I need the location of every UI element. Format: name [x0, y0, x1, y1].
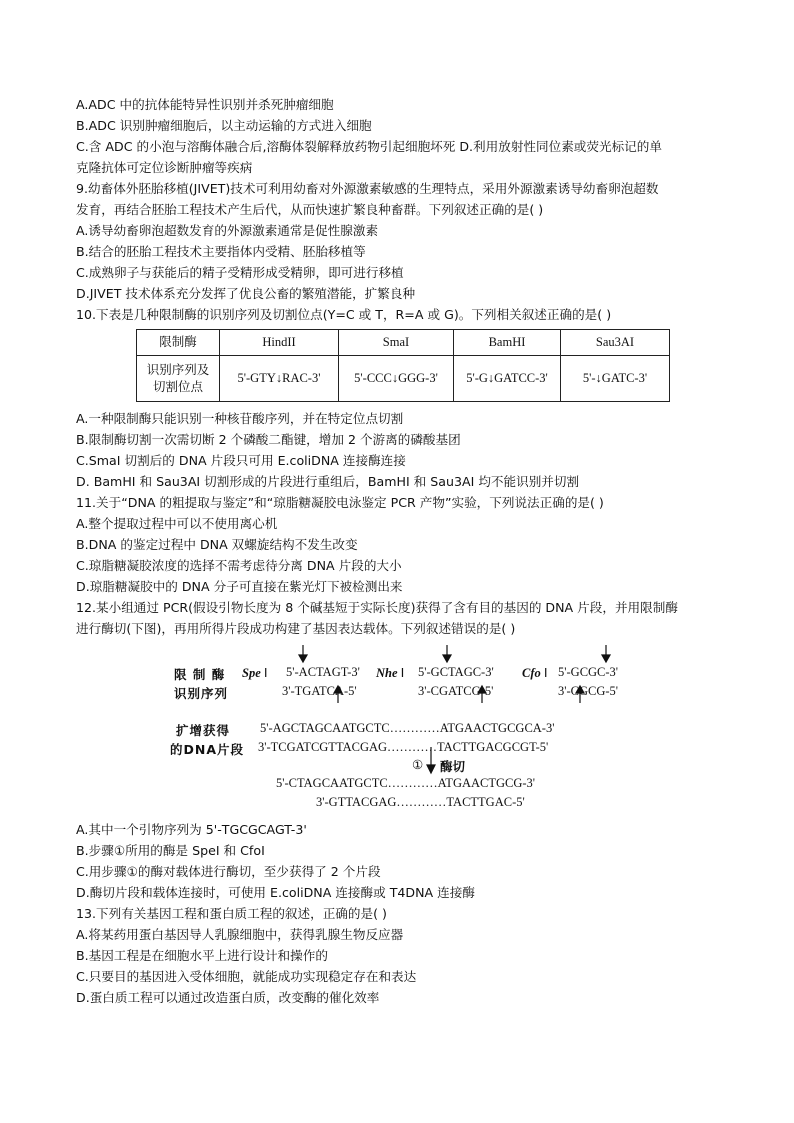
question-block-mid: [76, 408, 736, 639]
table-cell: 5'-↓GATC-3': [561, 356, 670, 402]
spei-bottom-strand: 3'-TGATCA-5': [282, 684, 357, 698]
option-line: 克隆抗体可定位诊断肿瘤等疾病: [76, 160, 253, 175]
cfoi-numeral: Ⅰ: [543, 666, 548, 680]
option-line: A.ADC 中的抗体能特异性识别并杀死肿瘤细胞: [76, 97, 334, 112]
option-line: D.琼脂糖凝胶中的 DNA 分子可直接在紫光灯下被检测出来: [76, 579, 403, 594]
exam-page: [76, 94, 736, 1008]
figure-label-enzyme: 限 制 酶: [174, 667, 226, 682]
digested-bottom-strand: 3'-GTTACGAG…………TACTTGAC-5': [316, 795, 525, 809]
figure-label-fragment: 的DNA片段: [170, 742, 245, 757]
table-header-cell: HindII: [220, 330, 339, 356]
option-line: D. BamHI 和 Sau3AI 切割形成的片段进行重组后，BamHI 和 Sau3AI 均不能识别并切割: [76, 474, 580, 489]
option-line: C.用步骤①的酶对载体进行酶切，至少获得了 2 个片段: [76, 864, 381, 879]
figure-label-amplified: 扩增获得: [176, 723, 231, 738]
cfoi-top-strand: 5'-GCGC-3': [558, 665, 619, 679]
nhei-bottom-strand: 3'-CGATCG-5': [418, 684, 494, 698]
option-line: A.一种限制酶只能识别一种核苷酸序列，并在特定位点切割: [76, 411, 404, 426]
option-line: C.琼脂糖凝胶浓度的选择不需考虑待分离 DNA 片段的大小: [76, 558, 402, 573]
cut-arrow-head: [602, 655, 610, 662]
table-header-cell: Sau3AI: [561, 330, 670, 356]
option-line: C.SmaI 切割后的 DNA 片段只可用 E.coliDNA 连接酶连接: [76, 453, 406, 468]
enzyme-table: [136, 329, 670, 402]
option-line: A.其中一个引物序列为 5'-TGCGCAGT-3': [76, 822, 307, 837]
spei-numeral: Ⅰ: [263, 666, 268, 680]
table-cell: 5'-G↓GATCC-3': [454, 356, 561, 402]
question-9-stem: 发育，再结合胚胎工程技术产生后代，从而快速扩繁良种畜群。下列叙述正确的是( ): [76, 202, 544, 217]
amplified-top-strand: 5'-AGCTAGCAATGCTC…………ATGAACTGCGCA-3': [260, 721, 555, 735]
table-cell: 5'-CCC↓GGG-3': [339, 356, 454, 402]
spei-label: [242, 665, 268, 681]
option-line: D.酶切片段和载体连接时，可使用 E.coliDNA 连接酶或 T4DNA 连接酶: [76, 885, 475, 900]
option-line: B.步骤①所用的酶是 SpeI 和 CfoI: [76, 843, 265, 858]
option-line: B.DNA 的鉴定过程中 DNA 双螺旋结构不发生改变: [76, 537, 358, 552]
cut-arrow-head: [299, 655, 307, 662]
cfoi-bottom-strand: 3'-CGCG-5': [558, 684, 619, 698]
option-line: C.含 ADC 的小泡与溶酶体融合后,溶酶体裂解释放药物引起细胞坏死 D.利用放射性同位素或荧光标记的单: [76, 139, 662, 154]
table-row-label: 识别序列及切割位点: [137, 356, 220, 402]
question-10-stem: 10.下表是几种限制酶的识别序列及切割位点(Y=C 或 T，R=A 或 G)。下列相关叙述正确的是( ): [76, 307, 612, 322]
nhei-numeral: Ⅰ: [400, 666, 405, 680]
nhei-label: [376, 665, 404, 681]
option-line: D.JIVET 技术体系充分发挥了优良公畜的繁殖潜能，扩繁良种: [76, 286, 416, 301]
question-9-stem: 9.幼畜体外胚胎移植(JIVET)技术可利用幼畜对外源激素敏感的生理特点，采用外源激素诱导幼畜卵泡超数: [76, 181, 659, 196]
table-header-cell: 限制酶: [137, 330, 220, 356]
option-line: A.将某药用蛋白基因导人乳腺细胞中，获得乳腺生物反应器: [76, 927, 404, 942]
step-number: ①: [412, 758, 424, 772]
option-line: C.成熟卵子与获能后的精子受精形成受精卵，即可进行移植: [76, 265, 404, 280]
nhei-name: Nhe: [376, 666, 398, 680]
table-header-cell: BamHI: [454, 330, 561, 356]
table-cell: 5'-GTY↓RAC-3': [220, 356, 339, 402]
option-line: B.基因工程是在细胞水平上进行设计和操作的: [76, 948, 328, 963]
question-block-bottom: [76, 819, 736, 1008]
table-row: [137, 330, 670, 356]
option-line: D.蛋白质工程可以通过改造蛋白质，改变酶的催化效率: [76, 990, 380, 1005]
option-line: A.整个提取过程中可以不使用离心机: [76, 516, 278, 531]
question-12-stem: 12.某小组通过 PCR(假设引物长度为 8 个碱基短于实际长度)获得了含有目的基因的 DNA 片段，并用限制酶: [76, 600, 678, 615]
table-header-cell: SmaI: [339, 330, 454, 356]
question-11-stem: 11.关于“DNA 的粗提取与鉴定”和“琼脂糖凝胶电泳鉴定 PCR 产物”实验，下列说法正确的是( ): [76, 495, 604, 510]
nhei-top-strand: 5'-GCTAGC-3': [418, 665, 494, 679]
option-line: B.限制酶切割一次需切断 2 个磷酸二酯键，增加 2 个游离的磷酸基团: [76, 432, 461, 447]
table-row: [137, 356, 670, 402]
question-13-stem: 13.下列有关基因工程和蛋白质工程的叙述，正确的是( ): [76, 906, 387, 921]
digestion-arrow-head: [427, 765, 435, 773]
restriction-enzyme-figure: [76, 645, 736, 809]
cut-arrow-head: [443, 655, 451, 662]
digestion-label: 酶切: [440, 759, 466, 774]
figure-label-sequence: 识别序列: [174, 686, 229, 701]
option-line: B.结合的胚胎工程技术主要指体内受精、胚胎移植等: [76, 244, 366, 259]
option-line: C.只要目的基因进入受体细胞，就能成功实现稳定存在和表达: [76, 969, 417, 984]
option-line: A.诱导幼畜卵泡超数发育的外源激素通常是促性腺激素: [76, 223, 379, 238]
digested-top-strand: 5'-CTAGCAATGCTC…………ATGAACTGCG-3': [276, 776, 536, 790]
spei-top-strand: 5'-ACTAGT-3': [286, 665, 360, 679]
cfoi-label: [522, 665, 548, 681]
question-block-top: [76, 94, 736, 325]
cfoi-name: Cfo: [522, 666, 541, 680]
spei-name: Spe: [242, 666, 261, 680]
question-12-stem: 进行酶切(下图)，再用所得片段成功构建了基因表达载体。下列叙述错误的是( ): [76, 621, 516, 636]
option-line: B.ADC 识别肿瘤细胞后，以主动运输的方式进入细胞: [76, 118, 372, 133]
amplified-bottom-strand: 3'-TCGATCGTTACGAG…………TACTTGACGCGT-5': [258, 740, 549, 754]
